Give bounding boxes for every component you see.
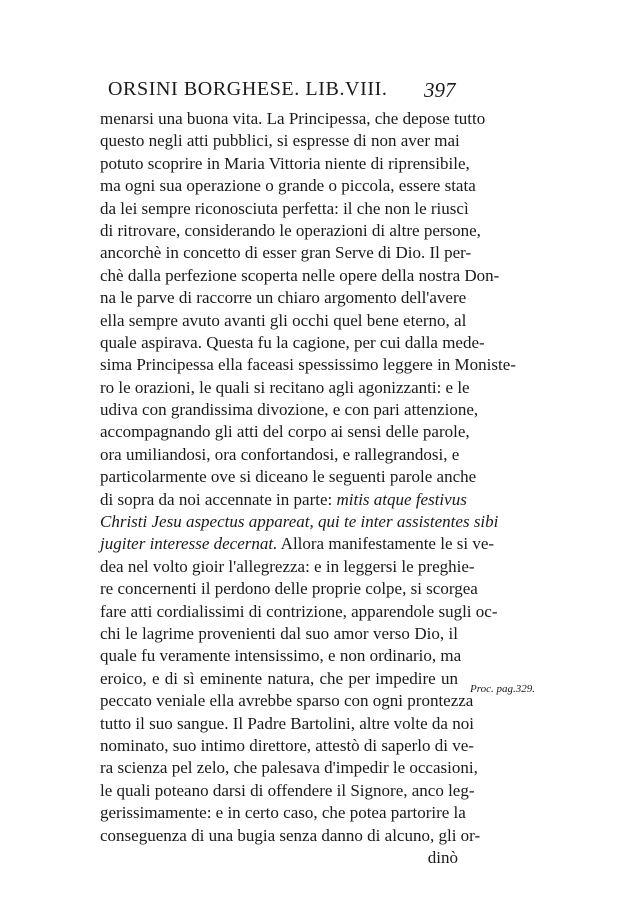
latin-quotation: jugiter interesse decernat. — [100, 534, 278, 554]
text-line: potuto scoprire in Maria Vittoria niente di riprensibile, — [100, 153, 470, 173]
text-line: sima Principessa ella faceasi spessissimo leggere in Moniste- — [100, 355, 516, 375]
page-header — [100, 78, 460, 104]
text-line: questo negli atti pubblici, si espresse di non aver mai — [100, 131, 460, 151]
text-line: tutto il suo sangue. Il Padre Bartolini, altre volte da noi — [100, 713, 474, 733]
text-line: le quali poteano darsi di offendere il Signore, anco leg- — [100, 780, 475, 800]
text-line: udiva con grandissima divozione, e con pari attenzione, — [100, 400, 479, 420]
text-line: da lei sempre riconosciuta perfetta: il che non le riuscì — [100, 198, 469, 218]
text-line: menarsi una buona vita. La Principessa, che depose tutto — [100, 109, 486, 128]
text-line: ra scienza pel zelo, che palesava d'impedir le occasioni, — [100, 758, 478, 778]
text-line: conseguenza di una bugia senza danno di alcuno, gli or- — [100, 825, 481, 845]
text-line: accompagnando gli atti del corpo ai sensi delle parole, — [100, 422, 470, 442]
page-number: 397 — [424, 78, 456, 102]
text-line: ella sempre avuto avanti gli occhi quel bene eterno, al — [100, 310, 467, 330]
text-line: quale fu veramente intensissimo, e non ordinario, ma — [100, 646, 462, 666]
text-line: dea nel volto gioir l'allegrezza: e in leggersi le preghie- — [100, 556, 475, 576]
text-line-with-latin — [100, 533, 495, 555]
text-line: na le parve di raccorre un chiaro argomento dell'avere — [100, 288, 467, 308]
text-line: re concernenti il perdono delle proprie colpe, si scorgea — [100, 579, 478, 599]
text-line: chè dalla perfezione scoperta nelle opere della nostra Don- — [100, 265, 500, 285]
text-line: ancorchè in concetto di esser gran Serve di Dio. Il per- — [100, 243, 472, 263]
text-line: gerissimamente: e in certo caso, che potea partorire la — [100, 803, 466, 823]
text-line: fare atti cordialissimi di contrizione, apparendole sugli oc- — [100, 601, 498, 621]
text-line: particolarmente ove si diceano le seguenti parole anche — [100, 467, 477, 487]
running-head: ORSINI BORGHESE. LIB.VIII. — [108, 78, 388, 100]
text-line: chi le lagrime provenienti dal suo amor verso Dio, il — [100, 623, 458, 643]
text-line: eroico, e di sì eminente natura, che per impedire un — [100, 668, 458, 688]
latin-quotation-line: Christi Jesu aspectus appareat, qui te inter assistentes sibi — [100, 512, 499, 532]
text-line-with-latin — [100, 489, 467, 511]
text-line: nominato, suo intimo direttore, attestò di saperlo di ve- — [100, 735, 474, 755]
text-line: ora umiliandosi, ora confortandosi, e rallegrandosi, e — [100, 444, 460, 464]
catchword: dinò — [427, 847, 458, 867]
text-line: ro le orazioni, le quali si recitano agli agonizzanti: e le — [100, 377, 470, 397]
text-line: ma ogni sua operazione o grande o piccola, essere stata — [100, 176, 476, 196]
text-line: quale aspirava. Questa fu la cagione, per cui dalla mede- — [100, 332, 485, 352]
text-line: peccato veniale ella avrebbe sparso con ogni prontezza — [100, 691, 474, 711]
text-segment: di sopra da noi accennate in parte: — [100, 489, 333, 509]
text-line: di ritrovare, considerando le operazioni di altre persone, — [100, 220, 481, 240]
text-segment: Allora manifestamente le si ve- — [280, 534, 495, 554]
margin-note: Proc. pag.329. — [470, 683, 535, 695]
latin-quotation: mitis atque festivus — [336, 489, 467, 509]
